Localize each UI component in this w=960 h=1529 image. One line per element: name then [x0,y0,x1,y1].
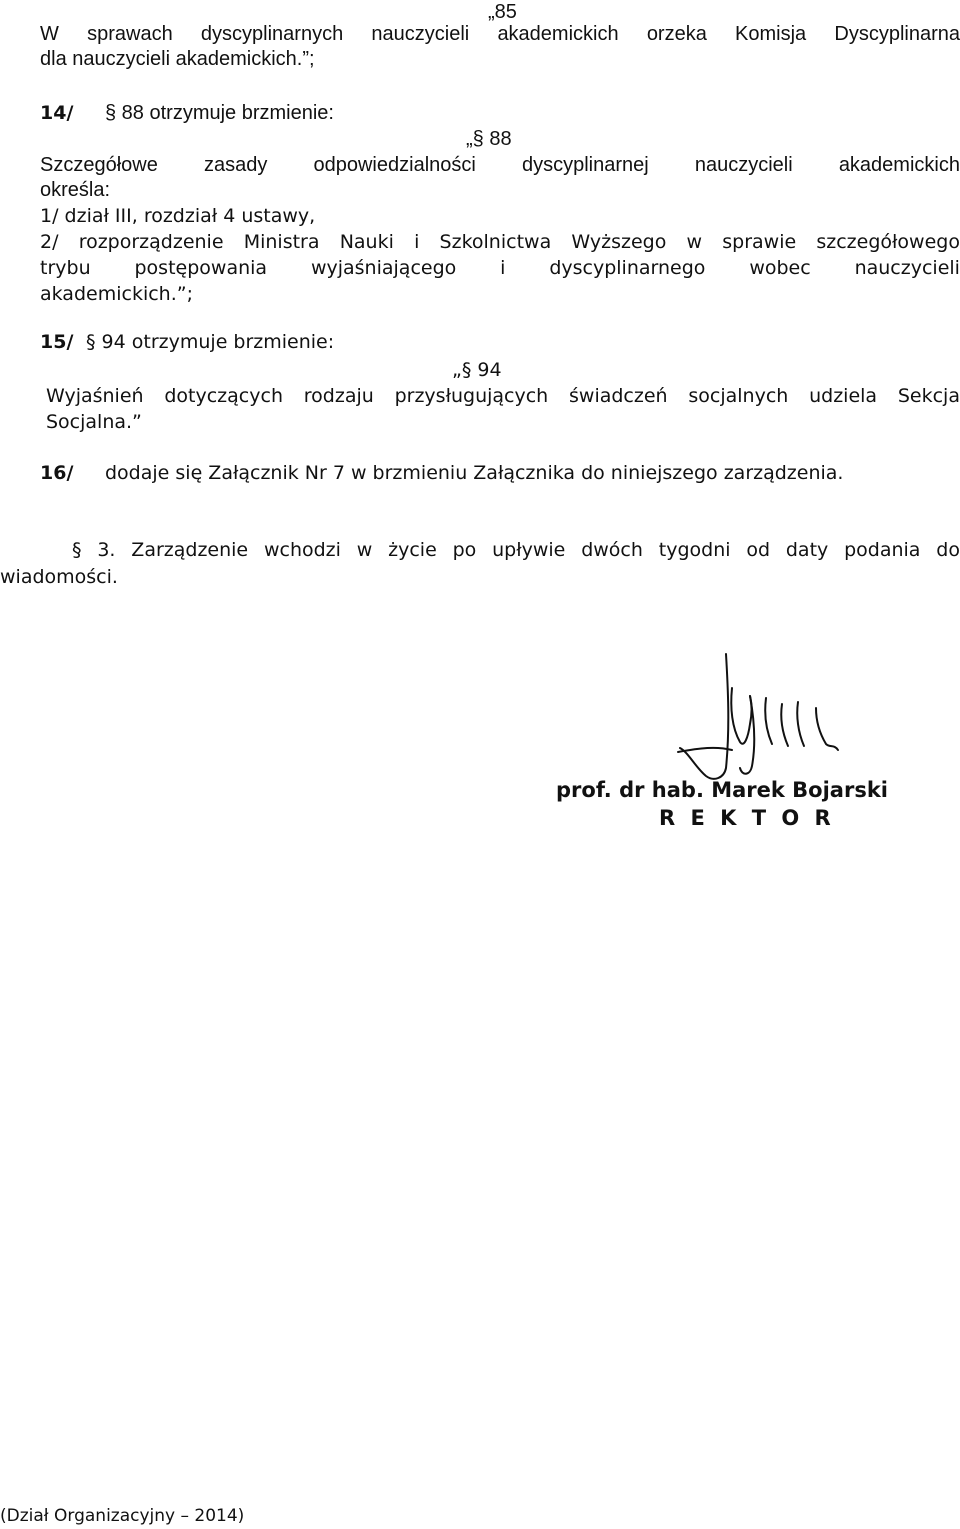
item-15-line-2: Socjalna.” [46,411,142,433]
word: W [40,23,59,45]
word: sprawach [87,23,173,45]
word: wchodzi [263,539,341,561]
word: do [936,539,960,561]
word: rodzaju [303,385,374,407]
item-15-label: 15/ [40,331,74,353]
word: Szkolnictwa [439,231,552,253]
word: nauczycieli [371,23,470,45]
signatory-name: prof. dr hab. Marek Bojarski [556,778,889,802]
word: w [356,539,373,561]
signatory-title: R E K T O R [659,806,835,830]
paragraph-3-line-2: wiadomości. [0,566,118,588]
word: przysługujących [394,385,549,407]
item-14-line-3: 1/ dział III, rozdział 4 ustawy, [40,205,316,227]
word: życie [388,539,437,561]
word: Szczegółowe [40,154,158,176]
word: zasady [203,154,268,176]
word: dwóch [581,539,643,561]
item-14-line-2: określa: [40,179,111,201]
p85-line-2: dla nauczycieli akademickich.”; [40,48,315,70]
word: sprawie [722,231,797,253]
word: dyscyplinarnej [521,154,649,176]
word: postępowania [134,257,268,279]
word: akademickich [838,154,960,176]
word: udziela [809,385,878,407]
item-14-line-6: akademickich.”; [40,283,193,305]
word: Ministra [243,231,320,253]
word: upływie [492,539,566,561]
word: świadczeń [569,385,668,407]
word: Wyjaśnień [46,385,144,407]
word: Nauki [339,231,394,253]
word: szczegółowego [816,231,960,253]
item-15-line-1 [46,384,960,408]
word: 3. [97,539,116,561]
word: Sekcja [897,385,960,407]
word: socjalnych [688,385,789,407]
word: Zarządzenie [131,539,249,561]
word: podania [844,539,921,561]
item-16-text: dodaje się Załącznik Nr 7 w brzmieniu Załącznika do niniejszego zarządzenia. [105,462,844,484]
word: po [452,539,477,561]
handwritten-signature [670,648,860,788]
item-14-line-5 [40,256,960,280]
word: rozporządzenie [78,231,224,253]
word: wyjaśniającego [310,257,457,279]
item-14-line-1 [40,153,960,177]
item-14-text: § 88 otrzymuje brzmienie: [105,102,334,124]
paragraph-heading-94: „§ 94 [452,359,502,381]
word: nauczycieli [854,257,960,279]
word: Wyższego [571,231,667,253]
paragraph-3-line-1 [72,538,960,562]
item-16-label: 16/ [40,462,74,484]
word: wobec [749,257,811,279]
word: dyscyplinarnych [200,23,344,45]
word: daty [785,539,829,561]
word: orzeka [646,23,707,45]
word: nauczycieli [694,154,793,176]
word: § [72,539,82,561]
word: i [500,257,506,279]
paragraph-heading-85: „85 [488,1,517,23]
word: Komisja [735,23,807,45]
item-14-label: 14/ [40,102,74,124]
word: 2/ [40,231,59,253]
word: od [746,539,771,561]
word: dyscyplinarnego [549,257,706,279]
word: tygodni [658,539,731,561]
word: odpowiedzialności [313,154,476,176]
word: dotyczących [164,385,283,407]
word: Dyscyplinarna [834,23,960,45]
footer-note: (Dział Organizacyjny – 2014) [0,1506,245,1526]
item-14-line-4 [40,230,960,254]
word: trybu [40,257,91,279]
word: akademickich [497,23,619,45]
word: w [686,231,703,253]
item-15-text: § 94 otrzymuje brzmienie: [86,331,335,353]
paragraph-heading-88: „§ 88 [466,128,512,150]
word: i [414,231,420,253]
p85-line-1 [40,22,960,46]
